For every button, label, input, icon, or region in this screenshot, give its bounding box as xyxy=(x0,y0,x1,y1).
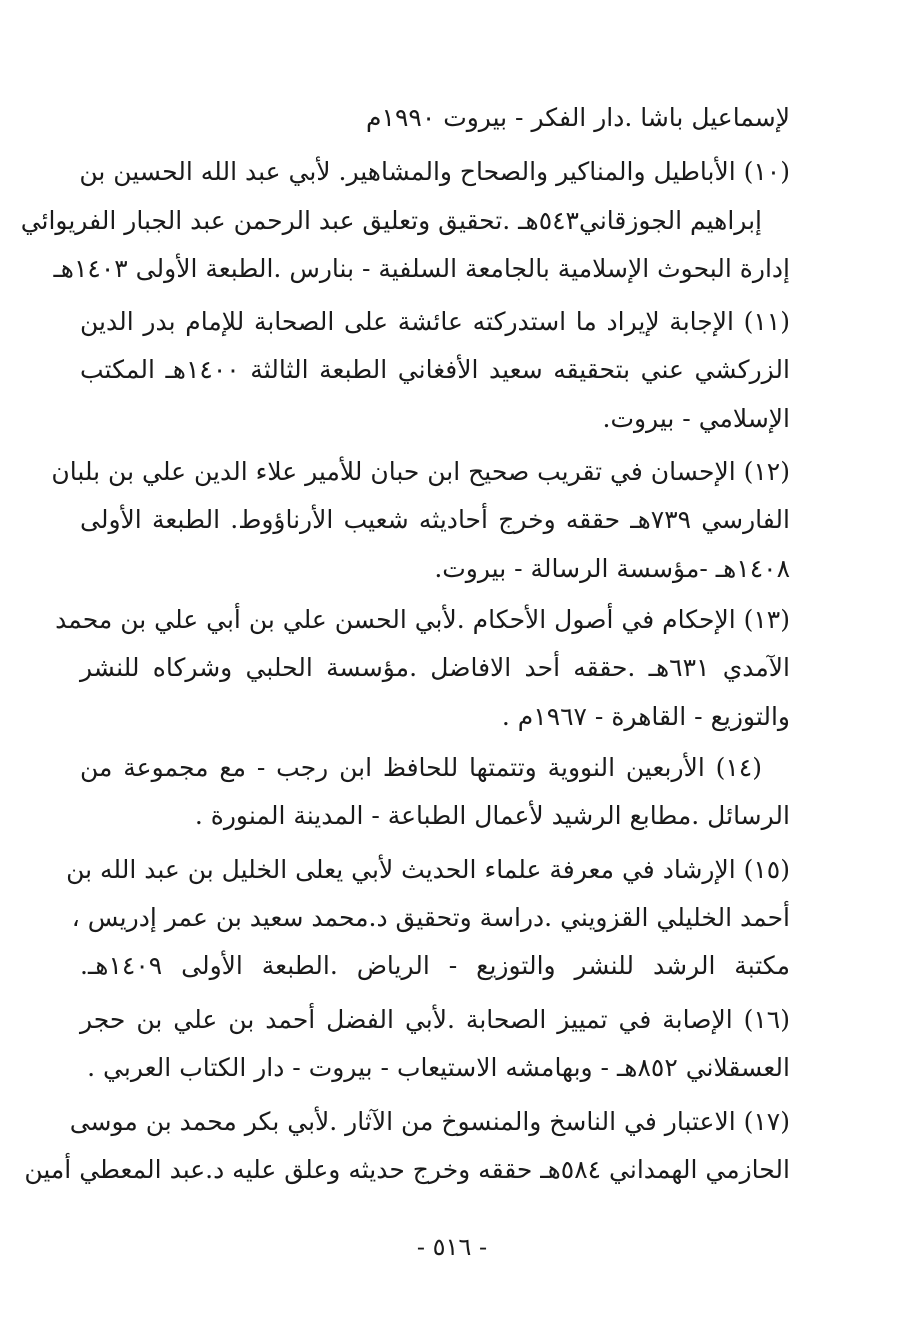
bibliography-line: (١٤) الأربعين النووية وتتمتها للحافظ ابن رجب - مع مجموعة من xyxy=(80,753,762,782)
bibliography-line: لإسماعيل باشا .دار الفكر - بيروت ١٩٩٠م xyxy=(366,103,790,132)
bibliography-line: (١٧) الاعتبار في الناسخ والمنسوخ من الآثار .لأبي بكر محمد بن موسى xyxy=(69,1107,790,1136)
bibliography-line: أحمد الخليلي القزويني .دراسة وتحقيق د.محمد سعيد بن عمر إدريس ، xyxy=(71,903,790,932)
bibliography-line: الآمدي ٦٣١هـ .حققه أحد الافاضل .مؤسسة الحلبي وشركاه للنشر xyxy=(80,653,791,682)
bibliography-line: ١٤٠٨هـ -مؤسسة الرسالة - بيروت. xyxy=(434,554,790,583)
bibliography-line: الرسائل .مطابع الرشيد لأعمال الطباعة - المدينة المنورة . xyxy=(194,801,790,830)
bibliography-line: (١٦) الإصابة في تمييز الصحابة .لأبي الفضل أحمد بن علي بن حجر xyxy=(80,1005,790,1034)
bibliography-line: الزركشي عني بتحقيقه سعيد الأفغاني الطبعة الثالثة ١٤٠٠هـ المكتب xyxy=(80,355,790,384)
bibliography-line: الفارسي ٧٣٩هـ حققه وخرج أحاديثه شعيب الأرناؤوط. الطبعة الأولى xyxy=(80,505,790,534)
bibliography-line: مكتبة الرشد للنشر والتوزيع - الرياض .الطبعة الأولى ١٤٠٩هـ. xyxy=(80,951,790,980)
bibliography-line: (١٠) الأباطيل والمناكير والصحاح والمشاهير. لأبي عبد الله الحسين بن xyxy=(79,157,790,186)
bibliography-line: إدارة البحوث الإسلامية بالجامعة السلفية - بنارس .الطبعة الأولى ١٤٠٣هـ xyxy=(53,254,790,283)
bibliography-line: (١٢) الإحسان في تقريب صحيح ابن حبان للأمير علاء الدين علي بن بلبان xyxy=(51,457,790,486)
page-number: - ٥١٦ - xyxy=(416,1233,488,1261)
bibliography-line: الإسلامي - بيروت. xyxy=(602,404,790,433)
bibliography-line: (١١) الإجابة لإيراد ما استدركته عائشة على الصحابة للإمام بدر الدين xyxy=(80,307,790,336)
bibliography-line: (١٣) الإحكام في أصول الأحكام .لأبي الحسن علي بن أبي علي بن محمد xyxy=(55,605,790,634)
bibliography-line: إبراهيم الجوزقاني٥٤٣هـ .تحقيق وتعليق عبد الرحمن عبد الجبار الفريوائي xyxy=(20,206,762,235)
bibliography-line: العسقلاني ٨٥٢هـ - وبهامشه الاستيعاب - بيروت - دار الكتاب العربي . xyxy=(87,1053,790,1082)
bibliography-line: والتوزيع - القاهرة - ١٩٦٧م . xyxy=(501,702,790,731)
bibliography-line: الحازمي الهمداني ٥٨٤هـ حققه وخرج حديثه وعلق عليه د.عبد المعطي أمين xyxy=(24,1155,790,1184)
bibliography-line: (١٥) الإرشاد في معرفة علماء الحديث لأبي يعلى الخليل بن عبد الله بن xyxy=(66,855,790,884)
